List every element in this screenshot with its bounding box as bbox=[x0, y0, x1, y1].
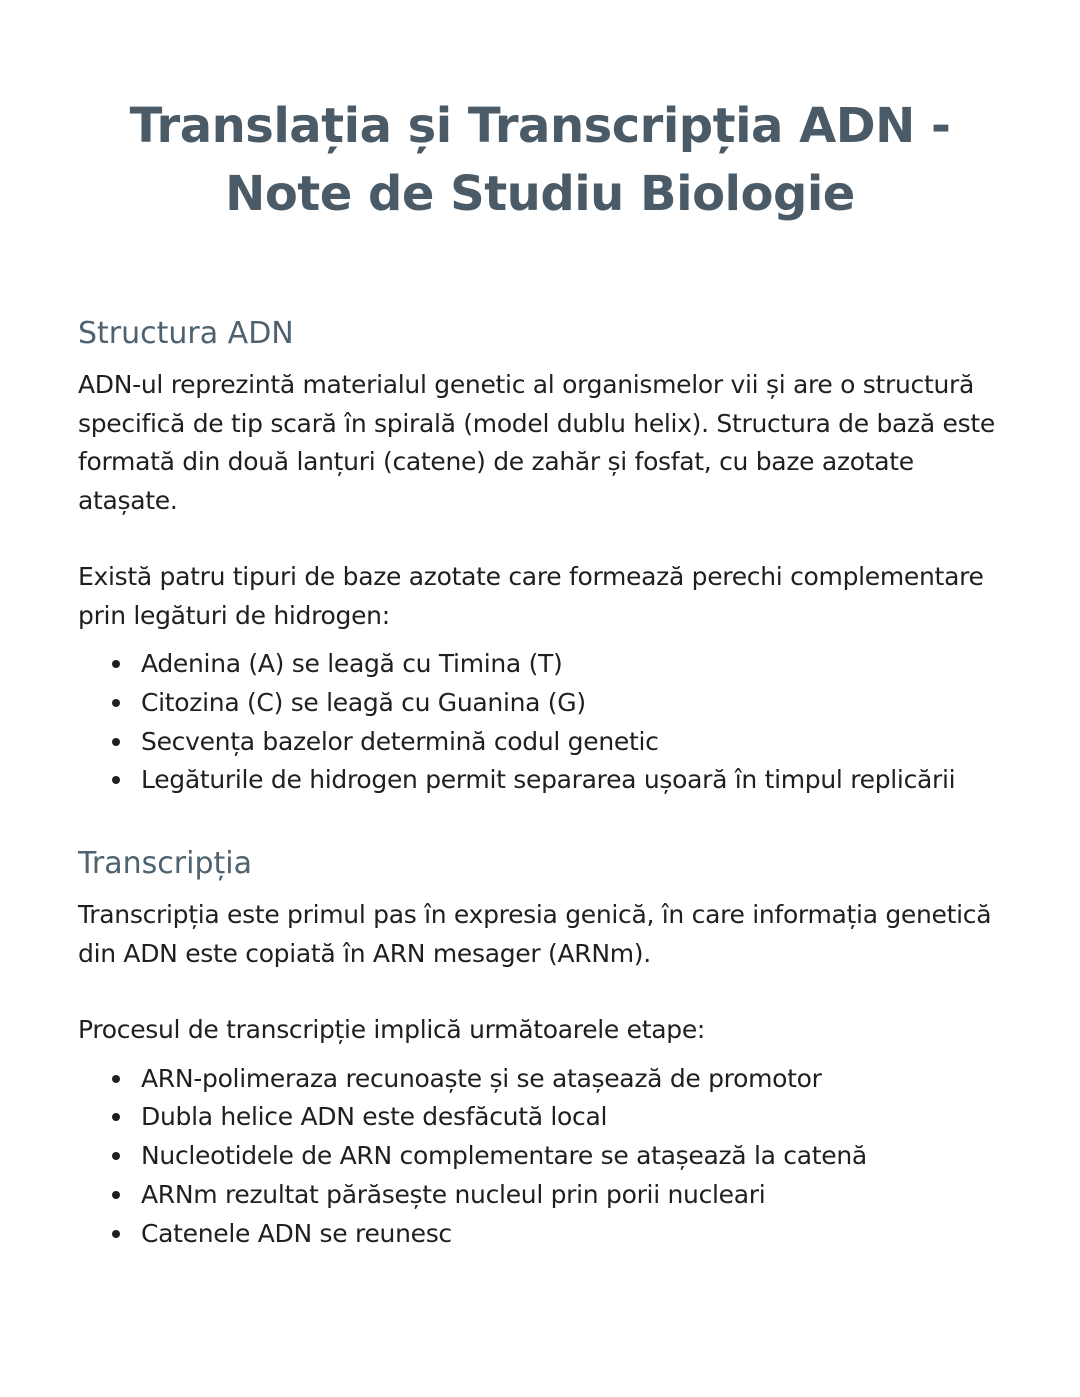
bullet-dot-icon bbox=[112, 1230, 120, 1238]
bullet-list bbox=[78, 1060, 1018, 1254]
list-item bbox=[78, 723, 1018, 762]
list-item-text: Catenele ADN se reunesc bbox=[141, 1218, 452, 1248]
paragraph: ADN-ul reprezintă materialul genetic al organismelor vii și are o structură specifică de tip scară în spirală (model dublu helix). Structura de bază este formată din două lanțuri (catene) de zahăr și fosfat, cu baze azotate atașate. bbox=[78, 370, 995, 515]
document-content bbox=[78, 314, 1018, 1254]
paragraph: Transcripția este primul pas în expresia genică, în care informația genetică din ADN este copiată în ARN mesager (ARNm). bbox=[78, 900, 992, 968]
list-item bbox=[78, 1098, 1018, 1137]
list-item-text: Secvența bazelor determină codul genetic bbox=[141, 726, 659, 756]
list-item-text: Adenina (A) se leagă cu Timina (T) bbox=[141, 649, 563, 678]
bullet-dot-icon bbox=[112, 660, 120, 668]
list-item-text: ARN-polimeraza recunoaște și se atașează de promotor bbox=[141, 1063, 822, 1093]
bullet-dot-icon bbox=[112, 1113, 120, 1121]
section-structura-adn bbox=[78, 314, 1018, 800]
bullet-dot-icon bbox=[112, 776, 120, 784]
list-item bbox=[78, 1176, 1018, 1215]
list-item bbox=[78, 1060, 1018, 1099]
bullet-dot-icon bbox=[112, 699, 120, 707]
list-item-text: Dubla helice ADN este desfăcută local bbox=[141, 1102, 608, 1132]
list-item bbox=[78, 1137, 1018, 1176]
list-item-text: Citozina (C) se leagă cu Guanina (G) bbox=[141, 687, 586, 717]
bullet-dot-icon bbox=[112, 1075, 120, 1083]
section-transcriptia bbox=[78, 844, 1018, 1253]
list-item bbox=[78, 684, 1018, 723]
bullet-list bbox=[78, 645, 1018, 800]
bullet-dot-icon bbox=[112, 1191, 120, 1199]
paragraph: Există patru tipuri de baze azotate care formează perechi complementare prin legături de hidrogen: bbox=[78, 562, 984, 630]
section-heading: Structura ADN bbox=[78, 316, 294, 351]
list-item-text: Legăturile de hidrogen permit separarea ușoară în timpul replicării bbox=[141, 765, 956, 795]
list-item-text: ARNm rezultat părăsește nucleul prin porii nucleari bbox=[141, 1180, 766, 1210]
list-item bbox=[78, 761, 1018, 800]
section-heading: Transcripția bbox=[78, 846, 252, 882]
list-item bbox=[78, 1215, 1018, 1254]
paragraph: Procesul de transcripție implică următoarele etape: bbox=[78, 1015, 706, 1045]
bullet-dot-icon bbox=[112, 738, 120, 746]
list-item bbox=[78, 645, 1018, 684]
bullet-dot-icon bbox=[112, 1152, 120, 1160]
list-item-text: Nucleotidele de ARN complementare se atașează la catenă bbox=[141, 1141, 867, 1171]
page-title: Translația și Transcripția ADN - Note de Studiu Biologie bbox=[129, 98, 951, 222]
